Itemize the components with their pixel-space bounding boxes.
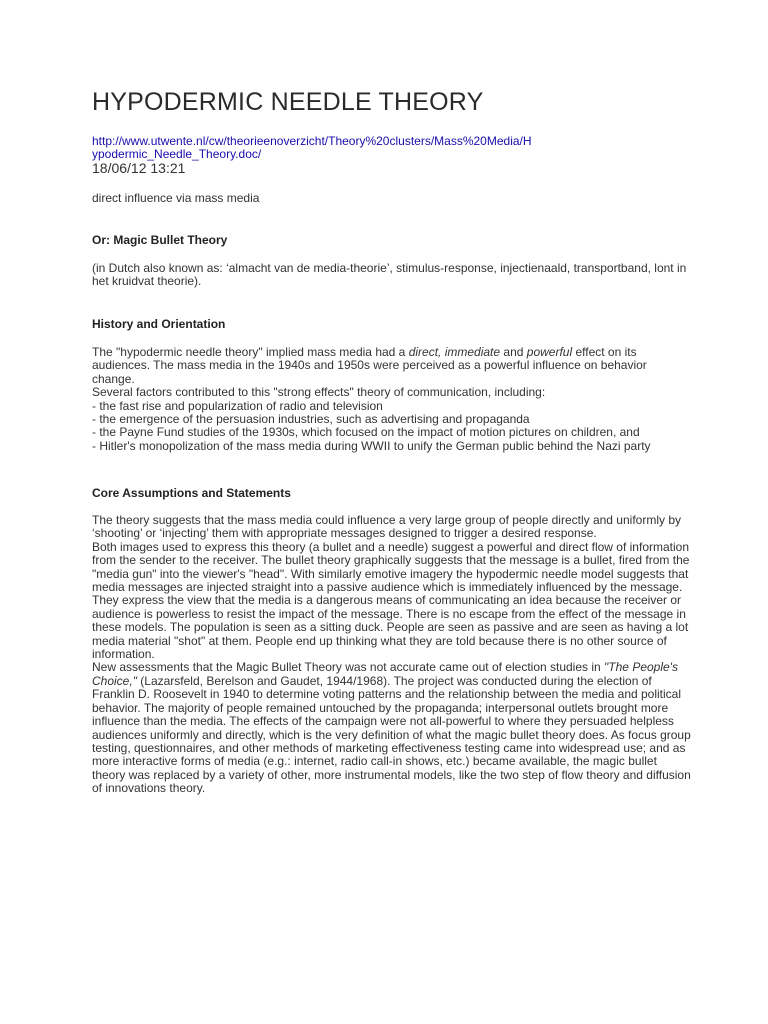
core-p3-after: (Lazarsfeld, Berelson and Gaudet, 1944/1968). The project was conducted during the election of Franklin D. Roosevelt in 1940 to determine voting patterns and the relationship between the media and political behavior. The majority of people remained untouched by the propaganda; interpersonal outlets brought more influence than the media. The effects of the campaign were not all-powerful to where they persuaded helpless audiences uniformly and directly, which is the very definition of what the magic bullet theory does. As focus group testing, questionnaires, and other methods of marketing effectiveness testing came into widespread use; and as more interactive forms of media (e.g.: internet, radio call-in shows, etc.) became available, the magic bullet theory was replaced by a variety of other, more instrumental models, like the two step of flow theory and diffusion of innovations theory. bbox=[92, 673, 691, 796]
core-section bbox=[92, 514, 692, 796]
dutch-names-paragraph: (in Dutch also known as: ‘almacht van de media-theorie’, stimulus-response, injectienaald, transportband, lont in het kruidvat theorie). bbox=[92, 261, 687, 289]
history-intro-mid: and bbox=[500, 345, 527, 359]
core-paragraph-1: The theory suggests that the mass media could influence a very large group of people directly and uniformly by ‘shooting’ or ‘injecting’ them with appropriate messages designed to trigger a desired response. bbox=[92, 513, 681, 541]
page-title: HYPODERMIC NEEDLE THEORY bbox=[92, 88, 484, 116]
document-subtitle: direct influence via mass media bbox=[92, 191, 260, 205]
core-paragraph-3 bbox=[92, 661, 692, 795]
history-intro-emphasis-2: powerful bbox=[526, 345, 573, 359]
history-intro-paragraph bbox=[92, 346, 692, 386]
core-paragraph-2: Both images used to express this theory (a bullet and a needle) suggest a powerful and direct flow of information from the sender to the receiver. The bullet theory graphically suggests that the message is a bullet, fired from the "media gun" into the viewer's "head". With similarly emotive imagery the hypodermic needle model suggests that media messages are injected straight into a passive audience which is immediately influenced by the message. They express the view that the media is a dangerous means of communicating an idea because the receiver or audience is powerless to resist the impact of the message. There is no escape from the effect of the message in these models. The population is seen as a sitting duck. People are seen as passive and are seen as having a lot media material "shot" at them. People end up thinking what they are told because there is no other source of information. bbox=[92, 539, 690, 662]
core-heading: Core Assumptions and Statements bbox=[92, 486, 291, 500]
factor-item: - Hitler's monopolization of the mass media during WWII to unify the German public behind the Nazi party bbox=[92, 438, 651, 453]
alt-name-heading: Or: Magic Bullet Theory bbox=[92, 233, 228, 247]
history-intro-emphasis-1: direct, immediate bbox=[408, 345, 501, 359]
peoples-choice-title: "The People's Choice," bbox=[92, 660, 678, 688]
factors-intro: Several factors contributed to this "strong effects" theory of communication, including: bbox=[92, 385, 546, 400]
document-date: 18/06/12 13:21 bbox=[92, 160, 186, 176]
history-intro-after: effect on its audiences. The mass media in the 1940s and 1950s were perceived as a powerful influence on behavior change. bbox=[92, 345, 647, 386]
history-section bbox=[92, 346, 692, 453]
factor-item: - the emergence of the persuasion industries, such as advertising and propaganda bbox=[92, 412, 530, 427]
factor-item: - the fast rise and popularization of radio and television bbox=[92, 398, 383, 413]
source-link[interactable]: http://www.utwente.nl/cw/theorieenoverzicht/Theory%20clusters/Mass%20Media/Hypodermic_Needle_Theory.doc/ bbox=[92, 134, 532, 161]
history-heading: History and Orientation bbox=[92, 317, 226, 331]
factor-item: - the Payne Fund studies of the 1930s, which focused on the impact of motion pictures on children, and bbox=[92, 425, 640, 440]
core-p3-before: New assessments that the Magic Bullet Theory was not accurate came out of election studies in bbox=[92, 660, 605, 675]
history-intro-before: The "hypodermic needle theory" implied mass media had a bbox=[92, 345, 409, 359]
